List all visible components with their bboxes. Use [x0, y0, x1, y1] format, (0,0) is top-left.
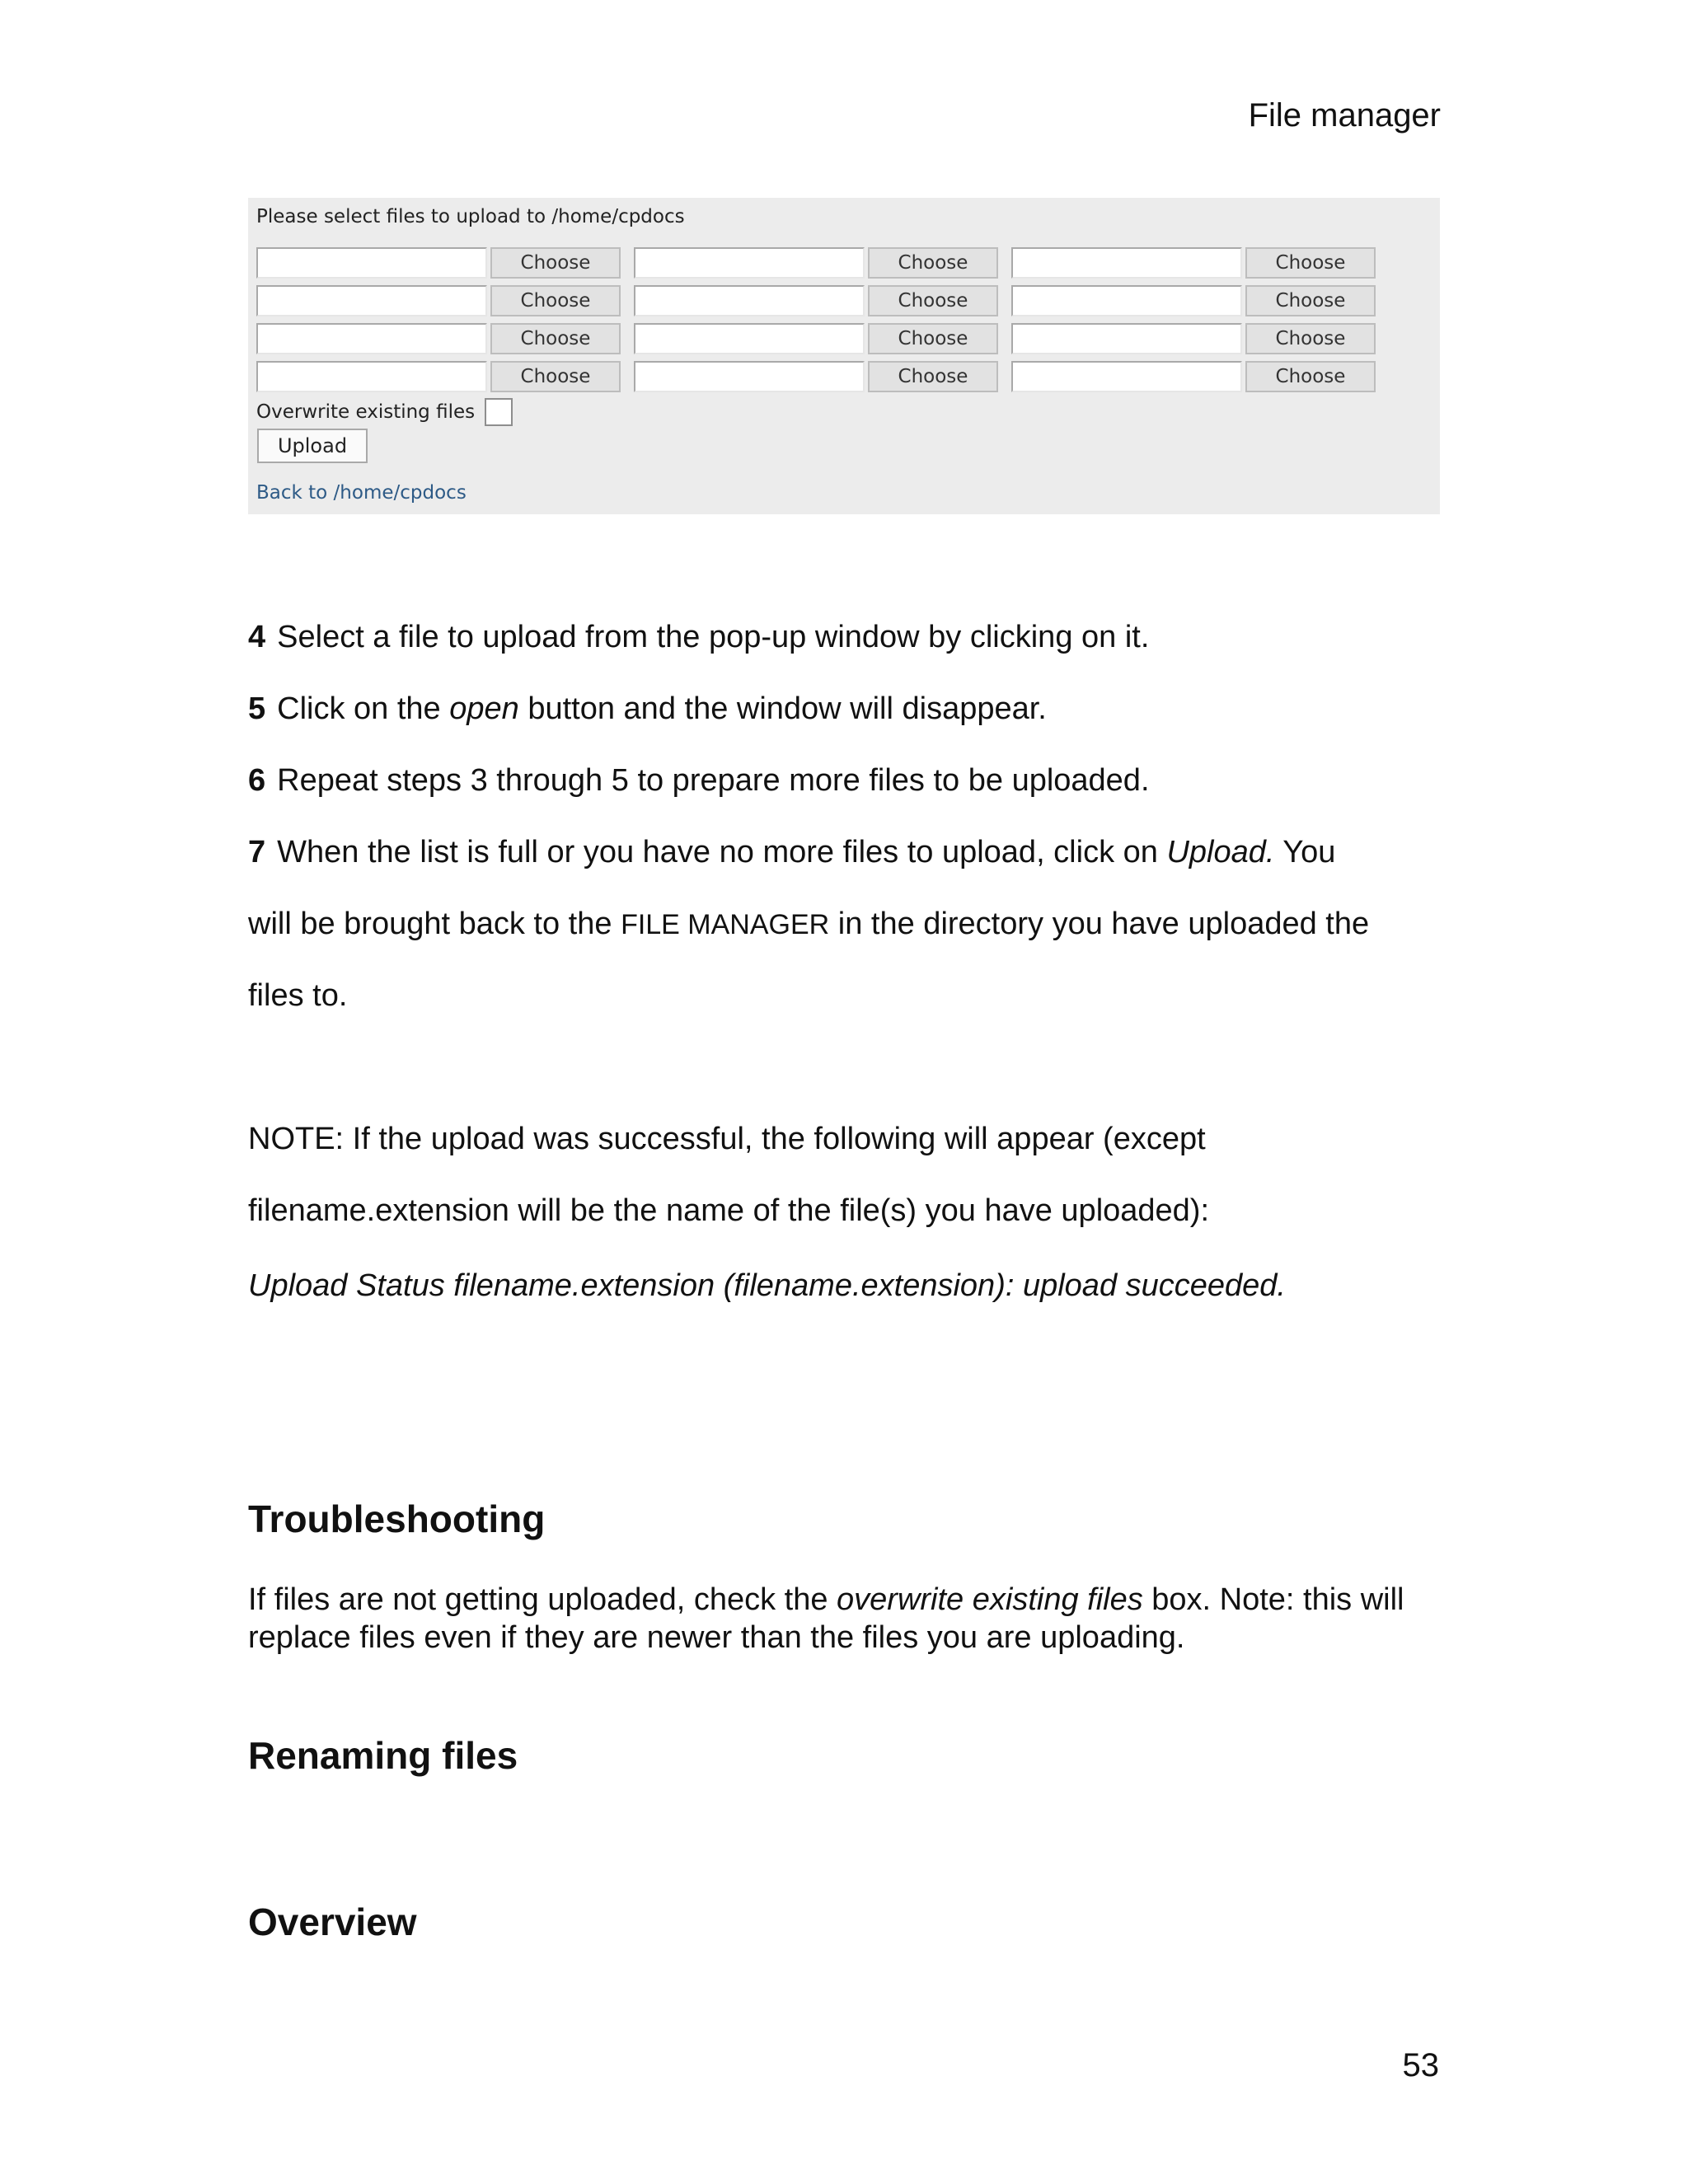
file-path-input[interactable]	[256, 361, 487, 392]
file-path-input[interactable]	[634, 361, 865, 392]
file-path-input[interactable]	[1011, 323, 1242, 354]
step-4	[248, 620, 1149, 655]
file-select-row	[256, 323, 627, 358]
choose-button[interactable]: Choose	[1245, 323, 1376, 354]
step-text: Select a file to upload from the pop-up window by clicking on it.	[277, 620, 1150, 654]
upload-form-screenshot	[248, 198, 1440, 514]
choose-button[interactable]: Choose	[490, 361, 621, 392]
file-path-input[interactable]	[634, 247, 865, 279]
overwrite-label: Overwrite existing files	[256, 401, 476, 423]
step-7	[248, 835, 1335, 870]
step-7-line-2	[248, 907, 1369, 942]
file-select-row	[634, 361, 1005, 396]
file-manager-term: FILE MANAGER	[621, 909, 830, 940]
file-select-grid	[256, 247, 1382, 396]
choose-button[interactable]: Choose	[868, 361, 998, 392]
file-select-row	[1011, 285, 1382, 320]
step-text: will be brought back to the	[248, 907, 621, 941]
file-path-input[interactable]	[1011, 361, 1242, 392]
file-select-row	[634, 285, 1005, 320]
file-path-input[interactable]	[1011, 285, 1242, 316]
step-6	[248, 763, 1150, 799]
step-emphasis: Upload.	[1166, 835, 1275, 869]
choose-button[interactable]: Choose	[490, 285, 621, 316]
step-text: You	[1274, 835, 1336, 869]
choose-button[interactable]: Choose	[868, 323, 998, 354]
file-select-row	[1011, 323, 1382, 358]
step-text: Repeat steps 3 through 5 to prepare more files to be uploaded.	[277, 763, 1150, 798]
choose-button[interactable]: Choose	[1245, 247, 1376, 279]
file-select-row	[256, 285, 627, 320]
trouble-text: If files are not getting uploaded, check the	[248, 1582, 837, 1617]
section-heading-troubleshooting: Troubleshooting	[248, 1497, 546, 1540]
choose-button[interactable]: Choose	[868, 285, 998, 316]
file-select-row	[256, 247, 627, 282]
overwrite-option	[256, 398, 513, 426]
choose-button[interactable]: Choose	[1245, 285, 1376, 316]
step-text: button and the window will disappear.	[518, 691, 1047, 726]
file-select-row	[634, 323, 1005, 358]
choose-button[interactable]: Choose	[1245, 361, 1376, 392]
section-heading-renaming: Renaming files	[248, 1734, 518, 1777]
file-select-row	[256, 361, 627, 396]
step-number: 6	[248, 763, 266, 798]
note-line-2: filename.extension will be the name of the file(s) you have uploaded):	[248, 1193, 1210, 1228]
file-path-input[interactable]	[634, 323, 865, 354]
file-select-row	[1011, 247, 1382, 282]
choose-button[interactable]: Choose	[868, 247, 998, 279]
step-emphasis: open	[449, 691, 519, 726]
upload-prompt: Please select files to upload to /home/cpdocs	[256, 206, 685, 227]
troubleshooting-text	[248, 1581, 1451, 1657]
file-select-row	[1011, 361, 1382, 396]
back-link[interactable]: Back to /home/cpdocs	[256, 482, 467, 504]
file-path-input[interactable]	[256, 247, 487, 279]
choose-button[interactable]: Choose	[490, 247, 621, 279]
step-7-line-3: files to.	[248, 978, 348, 1013]
step-text: Click on the	[277, 691, 450, 726]
trouble-text: box. Note: this will replace files even if they are newer than the files you are uploading.	[248, 1582, 1404, 1655]
step-5	[248, 691, 1047, 727]
step-number: 4	[248, 620, 266, 654]
trouble-emphasis: overwrite existing files	[837, 1582, 1143, 1617]
upload-status-example: Upload Status filename.extension (filename.extension): upload succeeded.	[248, 1268, 1286, 1303]
step-text: When the list is full or you have no more files to upload, click on	[277, 835, 1167, 869]
file-select-row	[634, 247, 1005, 282]
step-number: 7	[248, 835, 266, 869]
note-line-1: NOTE: If the upload was successful, the following will appear (except	[248, 1122, 1206, 1156]
choose-button[interactable]: Choose	[490, 323, 621, 354]
overwrite-checkbox[interactable]	[485, 398, 513, 426]
file-path-input[interactable]	[1011, 247, 1242, 279]
upload-button[interactable]: Upload	[257, 429, 368, 463]
section-heading-overview: Overview	[248, 1900, 417, 1943]
file-path-input[interactable]	[634, 285, 865, 316]
page-number: 53	[1402, 2047, 1439, 2083]
file-path-input[interactable]	[256, 323, 487, 354]
step-number: 5	[248, 691, 266, 726]
file-path-input[interactable]	[256, 285, 487, 316]
step-text: in the directory you have uploaded the	[829, 907, 1370, 941]
page-header-title: File manager	[1248, 97, 1441, 134]
